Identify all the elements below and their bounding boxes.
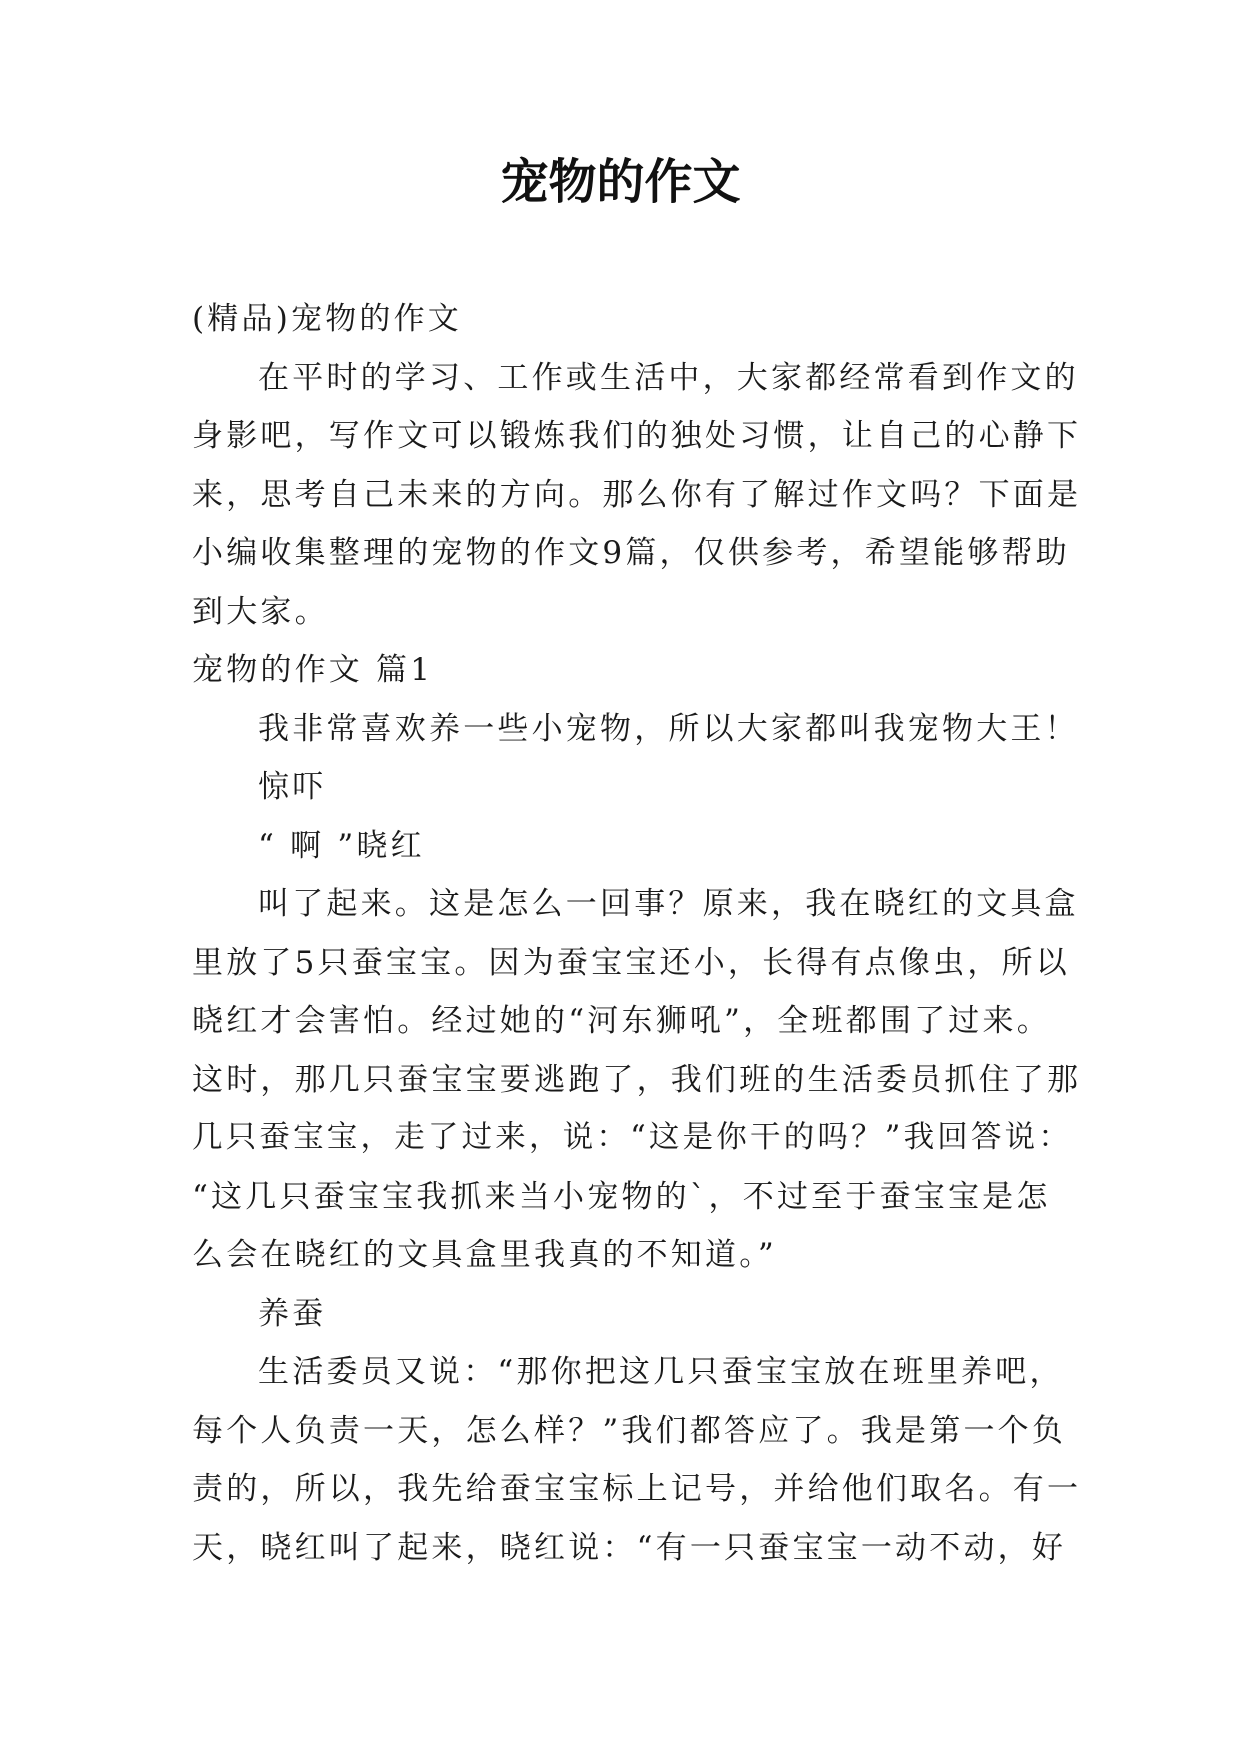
text-line: 小编收集整理的宠物的作文9篇，仅供参考，希望能够帮助 (192, 535, 1070, 571)
text-line: 到大家。 (192, 593, 329, 630)
text-line: “这几只蚕宝宝我抓来当小宠物的`，不过至于蚕宝宝是怎 (192, 1178, 1051, 1215)
text-line: 惊吓 (258, 769, 327, 805)
text-line: 天，晓红叫了起来，晓红说：“有一只蚕宝宝一动不动，好 (192, 1529, 1067, 1566)
text-line: 每个人负责一天，怎么样？”我们都答应了。我是第一个负 (192, 1412, 1067, 1449)
text-line: 么会在晓红的文具盒里我真的不知道。” (192, 1237, 777, 1273)
text-line: (精品)宠物的作文 (192, 301, 462, 337)
text-line: 晓红才会害怕。经过她的“河东狮吼”，全班都围了过来。 (192, 1003, 1051, 1039)
text-line: 养蚕 (258, 1295, 327, 1332)
text-line: “ 啊 ”晓红 (258, 827, 425, 864)
text-line: 叫了起来。这是怎么一回事？原来，我在晓红的文具盒 (258, 886, 1079, 922)
text-line: 这时，那几只蚕宝宝要逃跑了，我们班的生活委员抓住了那 (192, 1061, 1082, 1098)
text-line: 几只蚕宝宝，走了过来，说：“这是你干的吗？”我回答说： (192, 1120, 1073, 1155)
text-line: 在平时的学习、工作或生活中，大家都经常看到作文的 (258, 359, 1079, 396)
text-line: 责的，所以，我先给蚕宝宝标上记号，并给他们取名。有一 (192, 1471, 1082, 1507)
document-title: 宠物的作文 (500, 154, 741, 210)
text-line: 身影吧，写作文可以锻炼我们的独处习惯，让自己的心静下 (192, 418, 1082, 454)
text-line: 生活委员又说：“那你把这几只蚕宝宝放在班里养吧， (258, 1354, 1064, 1390)
text-line: 来，思考自己未来的方向。那么你有了解过作文吗？下面是 (192, 476, 1082, 513)
text-line: 里放了5只蚕宝宝。因为蚕宝宝还小，长得有点像虫，所以 (192, 944, 1070, 981)
text-line: 我非常喜欢养一些小宠物，所以大家都叫我宠物大王！ (258, 710, 1079, 747)
text-line: 宠物的作文 篇1 (192, 652, 434, 688)
document-body (192, 290, 1082, 1577)
